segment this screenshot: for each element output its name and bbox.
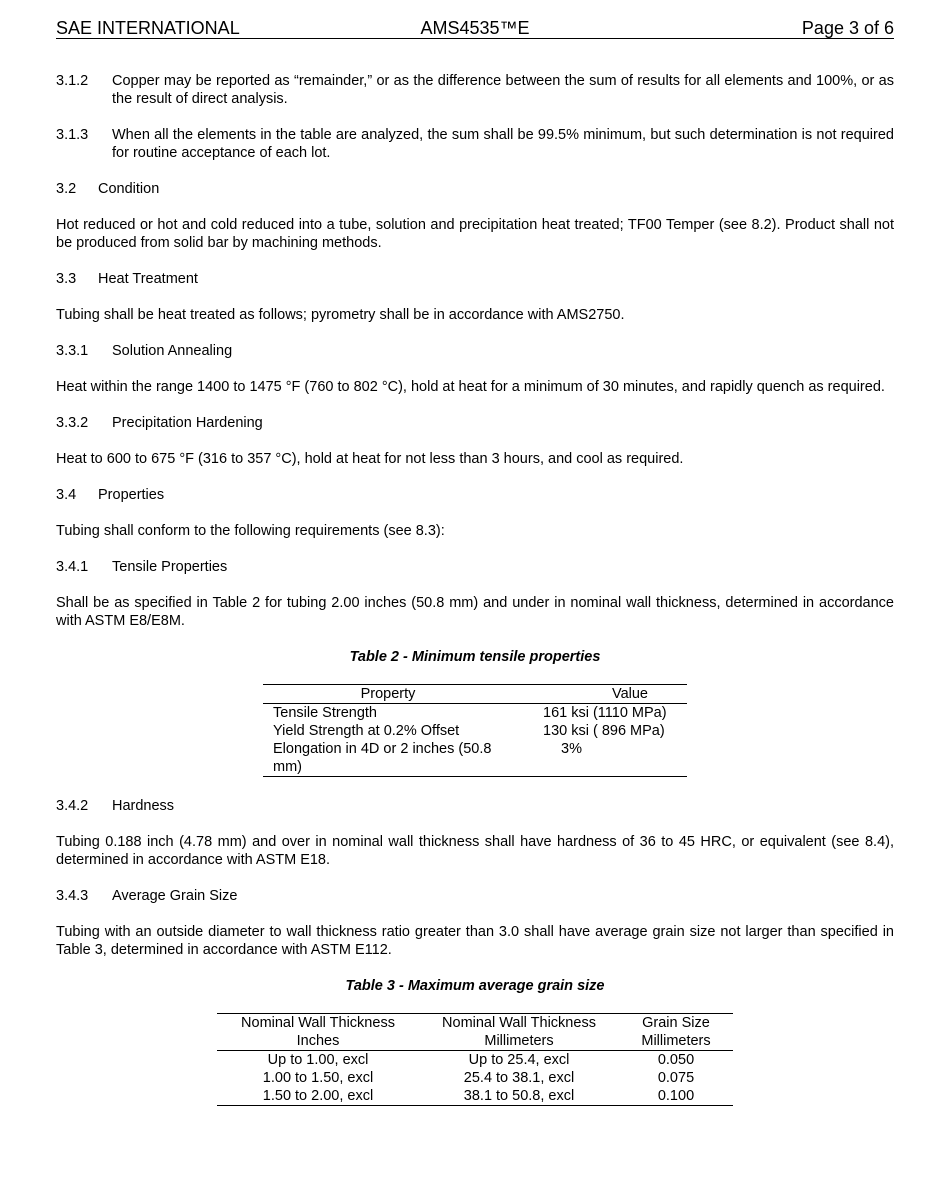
section-text: Copper may be reported as “remainder,” or as the difference between the sum of results for all elements and 100%, or as the result of direct analysis.	[112, 73, 894, 107]
table-2	[263, 684, 687, 777]
section-title: Condition	[98, 181, 160, 197]
table-cell: Up to 25.4, excl	[468, 1052, 570, 1068]
table-cell: 38.1 to 50.8, excl	[463, 1088, 575, 1104]
section-number: 3.3.2	[56, 415, 89, 431]
section-number: 3.1.3	[56, 127, 89, 143]
section-3-3-2-text: Heat to 600 to 675 °F (316 to 357 °C), hold at heat for not less than 3 hours, and cool as required.	[56, 451, 684, 467]
section-number: 3.3.1	[56, 343, 89, 359]
section-number: 3.4.3	[56, 888, 89, 904]
table-row	[217, 1051, 733, 1070]
section-3-3-text: Tubing shall be heat treated as follows; pyrometry shall be in accordance with AMS2750.	[56, 307, 625, 323]
table-row	[263, 704, 687, 723]
column-header	[217, 1014, 419, 1051]
table-cell: Yield Strength at 0.2% Offset	[273, 723, 460, 739]
section-3-2-text: Hot reduced or hot and cold reduced into a tube, solution and precipitation heat treated; TF00 Temper (see 8.2). Product shall not be produced from solid bar by machining methods.	[56, 217, 894, 251]
section-title: Properties	[98, 487, 165, 503]
table-3	[217, 1013, 733, 1106]
section-text: When all the elements in the table are analyzed, the sum shall be 99.5% minimum, but such determination is not required for routine acceptance of each lot.	[112, 127, 894, 161]
column-header: Property	[263, 685, 513, 704]
section-number: 3.2	[56, 181, 77, 197]
section-3-4-2-text: Tubing 0.188 inch (4.78 mm) and over in nominal wall thickness shall have hardness of 36 to 45 HRC, or equivalent (see 8.4), determined in accordance with ASTM E18.	[56, 834, 894, 868]
header-line: Millimeters	[641, 1033, 711, 1049]
section-title: Precipitation Hardening	[112, 415, 263, 431]
table-3-caption: Table 3 - Maximum average grain size	[345, 978, 605, 994]
section-3-4-2-heading	[56, 797, 894, 815]
section-3-4-text: Tubing shall conform to the following requirements (see 8.3):	[56, 523, 445, 539]
section-title: Tensile Properties	[112, 559, 228, 575]
section-3-3-1-text: Heat within the range 1400 to 1475 °F (760 to 802 °C), hold at heat for a minimum of 30 minutes, and rapidly quench as required.	[56, 379, 885, 395]
section-3-3-2-heading	[56, 414, 894, 432]
header-line: Nominal Wall Thickness	[241, 1015, 395, 1031]
document-id: AMS4535™E	[420, 18, 530, 38]
table-row	[217, 1069, 733, 1087]
table-cell: 3%	[561, 741, 582, 757]
section-3-4-3-heading	[56, 887, 894, 905]
section-3-4-1-text: Shall be as specified in Table 2 for tubing 2.00 inches (50.8 mm) and under in nominal wall thickness, determined in accordance with ASTM E8/E8M.	[56, 595, 894, 629]
org-name: SAE INTERNATIONAL	[56, 18, 240, 38]
table-2-caption: Table 2 - Minimum tensile properties	[349, 649, 601, 665]
table-row	[217, 1087, 733, 1106]
table-cell: 161 ksi (1110 MPa)	[543, 705, 667, 721]
header-line: Inches	[296, 1033, 340, 1049]
header-line: Nominal Wall Thickness	[442, 1015, 596, 1031]
section-number: 3.4.1	[56, 559, 89, 575]
section-number: 3.1.2	[56, 73, 89, 89]
section-3-4-1-heading	[56, 558, 894, 576]
table-cell: 0.100	[657, 1088, 695, 1104]
section-title: Solution Annealing	[112, 343, 233, 359]
section-title: Heat Treatment	[98, 271, 198, 287]
section-title: Hardness	[112, 798, 175, 814]
table-cell: 25.4 to 38.1, excl	[463, 1070, 575, 1086]
section-title: Average Grain Size	[112, 888, 238, 904]
table-header-row	[217, 1014, 733, 1051]
section-3-3-1-heading	[56, 342, 894, 360]
column-header: Value	[513, 685, 687, 704]
table-cell: 1.50 to 2.00, excl	[262, 1088, 374, 1104]
table-row	[263, 740, 687, 777]
column-header	[419, 1014, 619, 1051]
section-3-4-3-text: Tubing with an outside diameter to wall thickness ratio greater than 3.0 shall have average grain size not larger than specified in Table 3, determined in accordance with ASTM E112.	[56, 924, 894, 958]
section-number: 3.3	[56, 271, 77, 287]
document-body	[56, 72, 894, 1106]
page-header	[56, 18, 894, 39]
table-cell: 0.075	[657, 1070, 695, 1086]
column-header	[619, 1014, 733, 1051]
header-line: Millimeters	[484, 1033, 554, 1049]
table-cell: 1.00 to 1.50, excl	[262, 1070, 374, 1086]
header-line: Grain Size	[642, 1015, 710, 1031]
table-cell: Up to 1.00, excl	[267, 1052, 369, 1068]
table-row	[263, 722, 687, 740]
section-3-3-heading	[56, 270, 894, 288]
table-cell: Elongation in 4D or 2 inches (50.8 mm)	[273, 741, 492, 775]
section-3-4-heading	[56, 486, 894, 504]
section-3-1-2	[56, 72, 894, 108]
table-cell: 130 ksi ( 896 MPa)	[543, 723, 665, 739]
section-number: 3.4	[56, 487, 77, 503]
table-header-row	[263, 685, 687, 704]
table-cell: 0.050	[657, 1052, 695, 1068]
page-number: Page 3 of 6	[801, 18, 894, 38]
section-number: 3.4.2	[56, 798, 89, 814]
section-3-1-3	[56, 126, 894, 162]
table-cell: Tensile Strength	[273, 705, 377, 721]
section-3-2-heading	[56, 180, 894, 198]
